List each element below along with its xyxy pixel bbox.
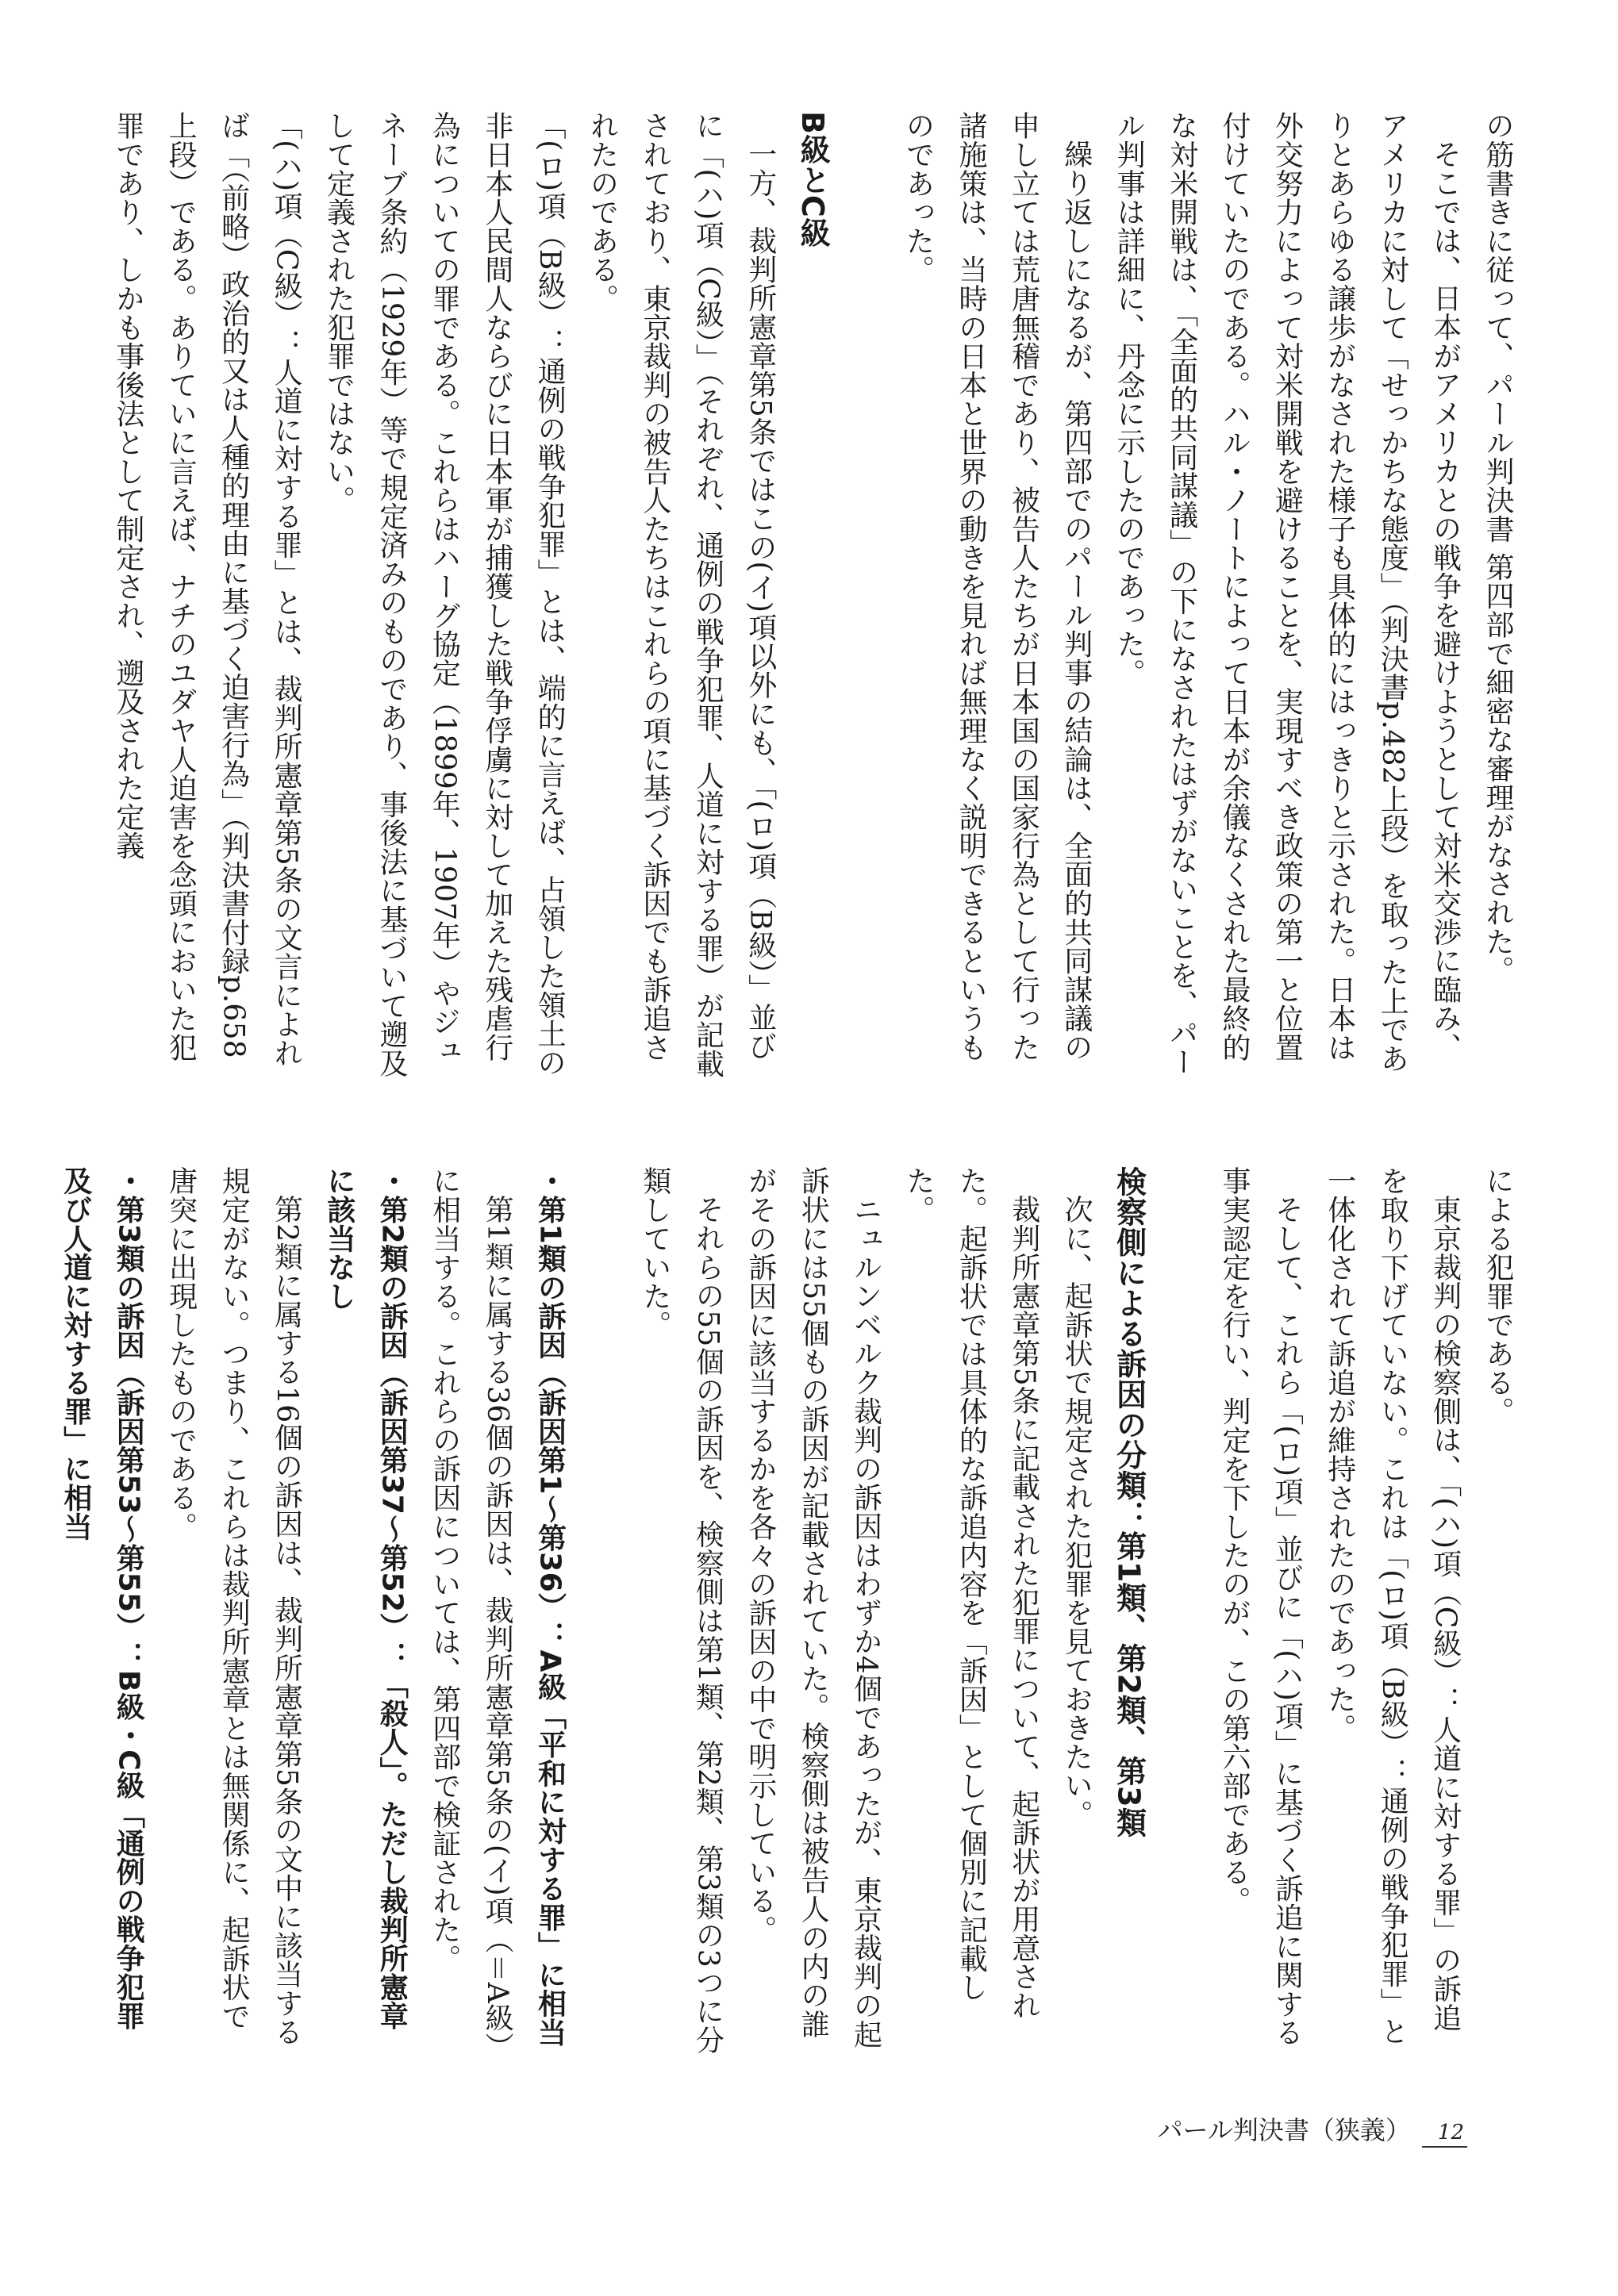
paragraph: ニュルンベルク裁判の訴因はわずか4個であったが、東京裁判の起訴状には55個もの訴因が記載されていた。検察側は被告人の内の誰がその訴因に該当するかを各々の訴因の中で明示している。 [744,1166,882,2048]
spacer [839,111,891,1087]
paragraph: 第1類に属する36個の訴因は、裁判所憲章第5条の(イ)項（＝A級）に相当する。これらの訴因については、第四部で検証された。 [428,1166,514,2047]
page-number: 12 [1422,2121,1467,2148]
paragraph: それらの55個の訴因を、検察側は第1類、第2類、第3類の3つに分類していた。 [638,1166,724,2055]
running-title: パール判決書（狭義） [1157,2115,1411,2145]
paragraph: による犯罪である。 [1482,1166,1514,1426]
paragraph: 東京裁判の検察側は、「(ハ)項（C級）：人道に対する罪」の訴追を取り下げていない。これは「(ロ)項（B級）：通例の戦争犯罪」と一体化されて訴追が維持されたのであった。 [1323,1166,1462,2046]
paragraph: 「(ロ)項（B級）：通例の戦争犯罪」とは、端的に言えば、占領した領土の非日本人民間人ならびに日本軍が捕獲した戦争俘虜に対して加えた残虐行為についての罪である。これらはハーグ協定（1899年、1907年）やジュネーブ条約（1929年）等で規定済みのものであり、事後法に基づいて遡及して定義された犯罪ではない。 [322,111,567,1078]
lower-text-block [59,1166,1524,2055]
paragraph: 繰り返しになるが、第四部でのパール判事の結論は、全面的共同謀議の申し立ては荒唐無稽であり、被告人たちが日本国の国家行為として行った諸施策は、当時の日本と世界の動きを見れば無理なく説明できるというものであった。 [901,111,1093,1062]
paragraph: 次に、起訴状で規定された犯罪を見ておきたい。 [1060,1195,1093,1829]
page-footer [1158,2110,1467,2148]
upper-text-block [111,111,1524,1087]
paragraph: 「(ハ)項（C級）：人道に対する罪」とは、裁判所憲章第5条の文言によれば「（前略）政治的又は人種的理由に基づく迫害行為」（判決書付録p.658上段）である。ありていに言えば、ナチのユダヤ人迫害を念頭においた犯罪であり、しかも事後法として制定され、遡及された定義 [111,111,303,1068]
section-heading: B級とC級 [795,111,831,248]
subheading-category-2: ・第2類の訴因（訴因第37～第52）：「殺人」。ただし裁判所憲章に該当なし [322,1166,409,2030]
paragraph: そこでは、日本がアメリカとの戦争を避けようとして対米交渉に臨み、アメリカに対して「せっかちな態度」（判決書p.482上段）を取った上でありとあらゆる譲歩がなされた様子も具体的にはっきりと示された。日本は外交努力によって対米開戦を避けることを、実現すべき政策の第一と位置付けていたのである。ハル・ノートによって日本が余儀なくされた最終的な対米開戦は、「全面的共同謀議」の下になされたはずがないことを、パール判事は詳細に、丹念に示したのであった。 [1113,111,1462,1077]
section-heading: 検察側による訴因の分類：第1類、第2類、第3類 [1111,1166,1147,1838]
paragraph: 一方、裁判所憲章第5条ではこの(イ)項以外にも、「(ロ)項（B級）」並びに「(ハ)項（C級）」（それぞれ、通例の戦争犯罪、人道に対する罪）が記載されており、東京裁判の被告人たちはこれらの項に基づく訴因でも訴追されたのである。 [586,111,777,1078]
spacer [576,1166,628,2055]
spacer [1155,1166,1208,2055]
paragraph: そして、これら「(ロ)項」並びに「(ハ)項」に基づく訴追に関する事実認定を行い、判定を下したのが、この第六部である。 [1217,1166,1304,2047]
paragraph: 裁判所憲章第5条に記載された犯罪について、起訴状が用意された。起訴状では具体的な訴追内容を「訴因」として個別に記載した。 [901,1166,1040,2020]
paragraph: 第2類に属する16個の訴因は、裁判所憲章第5条の文中に該当する規定がない。つまり、これらは裁判所憲章とは無関係に、起訴状で唐突に出現したものである。 [164,1166,303,2046]
paragraph: の筋書きに従って、パール判決書 第四部で細密な審理がなされた。 [1482,111,1514,985]
subheading-category-3: ・第3類の訴因（訴因第53～第55）：B級・C級「通例の戦争犯罪及び人道に対する罪」に相当 [59,1166,145,2030]
subheading-category-1: ・第1類の訴因（訴因第1～第36）：A級「平和に対する罪」に相当 [533,1166,567,2047]
